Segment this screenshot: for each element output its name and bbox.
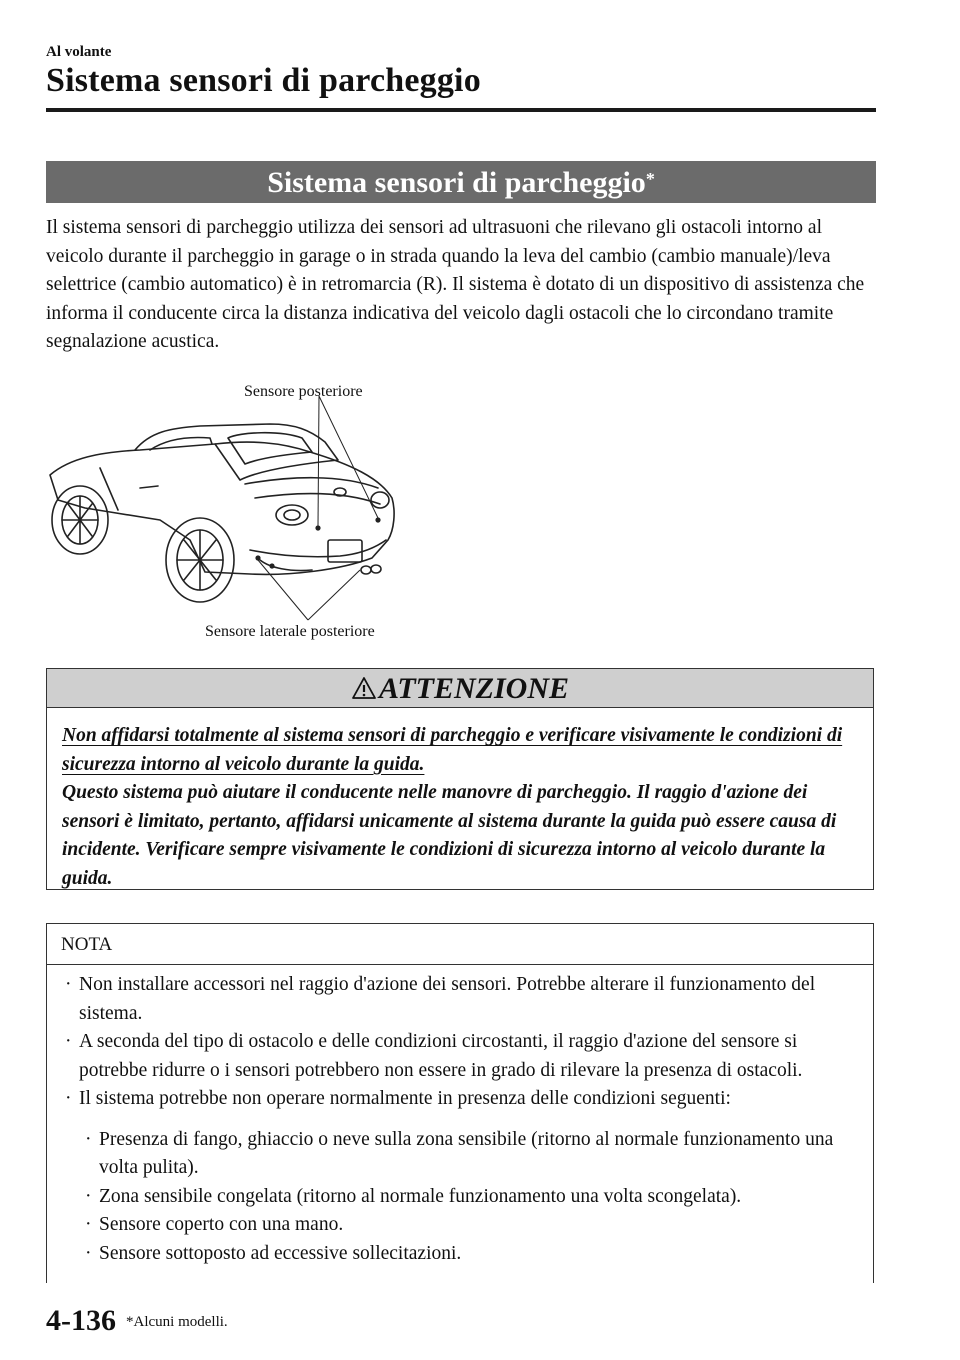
warning-heading <box>47 669 873 708</box>
warning-body <box>47 708 873 893</box>
warning-text: Questo sistema può aiutare il conducente nelle manovre di parcheggio. Il raggio d'azione dei sensori è limitato, pertanto, affidarsi unicamente al sistema durante la guida può essere causa di incidente. Verificare sempre visivamente le condizioni di sicurezza intorno al veicolo durante la guida. <box>62 782 837 889</box>
section-title: Sistema sensori di parcheggio <box>267 166 646 199</box>
warning-heading-text: ATTENZIONE <box>378 672 570 705</box>
car-rear-illustration <box>40 380 420 645</box>
section-title-bar <box>46 161 876 203</box>
page-number: 4-136 <box>46 1304 116 1337</box>
list-subitem: · Presenza di fango, ghiaccio o neve sulla zona sensibile (ritorno al normale funzionamento una volta pulita). <box>47 1126 873 1183</box>
list-item: · A seconda del tipo di ostacolo e delle condizioni circostanti, il raggio d'azione del sensore si potrebbe ridurre o i sensori potrebbero non essere in grado di rilevare la presenza di ostacoli. <box>47 1028 873 1085</box>
warning-underlined-text: Non affidarsi totalmente al sistema sensori di parcheggio e verificare visivamente le condizioni di sicurezza intorno al veicolo durante la guida. <box>62 725 843 775</box>
warning-box <box>46 668 874 890</box>
header-rule <box>46 108 876 112</box>
warning-triangle-icon <box>351 676 377 700</box>
car-drawing <box>40 380 420 645</box>
list-item: · Il sistema potrebbe non operare normalmente in presenza delle condizioni seguenti: <box>47 1085 873 1114</box>
footnote-marker: * <box>645 169 655 189</box>
intro-paragraph: Il sistema sensori di parcheggio utilizza dei sensori ad ultrasuoni che rilevano gli ostacoli intorno al veicolo durante il parcheggio in garage o in strada quando la leva del cambio (cambio manuale)/leva selettrice (cambio automatico) è in retromarcia (R). Il sistema è dotato di un dispositivo di assistenza che informa il conducente circa la distanza indicativa del veicolo dagli ostacoli che lo circondano tramite segnalazione acustica. <box>46 217 865 352</box>
list-subitem: · Sensore sottoposto ad eccessive sollecitazioni. <box>47 1240 873 1269</box>
footnote: *Alcuni modelli. <box>126 1314 228 1330</box>
label-rear-side-sensor: Sensore laterale posteriore <box>205 623 375 640</box>
label-rear-sensor: Sensore posteriore <box>244 383 363 400</box>
list-subitem: · Sensore coperto con una mano. <box>47 1211 873 1240</box>
note-list <box>47 965 873 1268</box>
page-header-title: Sistema sensori di parcheggio <box>46 62 481 99</box>
section-label: Al volante <box>46 44 112 60</box>
note-heading: NOTA <box>47 924 873 965</box>
list-item: · Non installare accessori nel raggio d'azione dei sensori. Potrebbe alterare il funzionamento del sistema. <box>47 971 873 1028</box>
note-box <box>46 923 874 1283</box>
list-subitem: · Zona sensibile congelata (ritorno al normale funzionamento una volta scongelata). <box>47 1183 873 1212</box>
